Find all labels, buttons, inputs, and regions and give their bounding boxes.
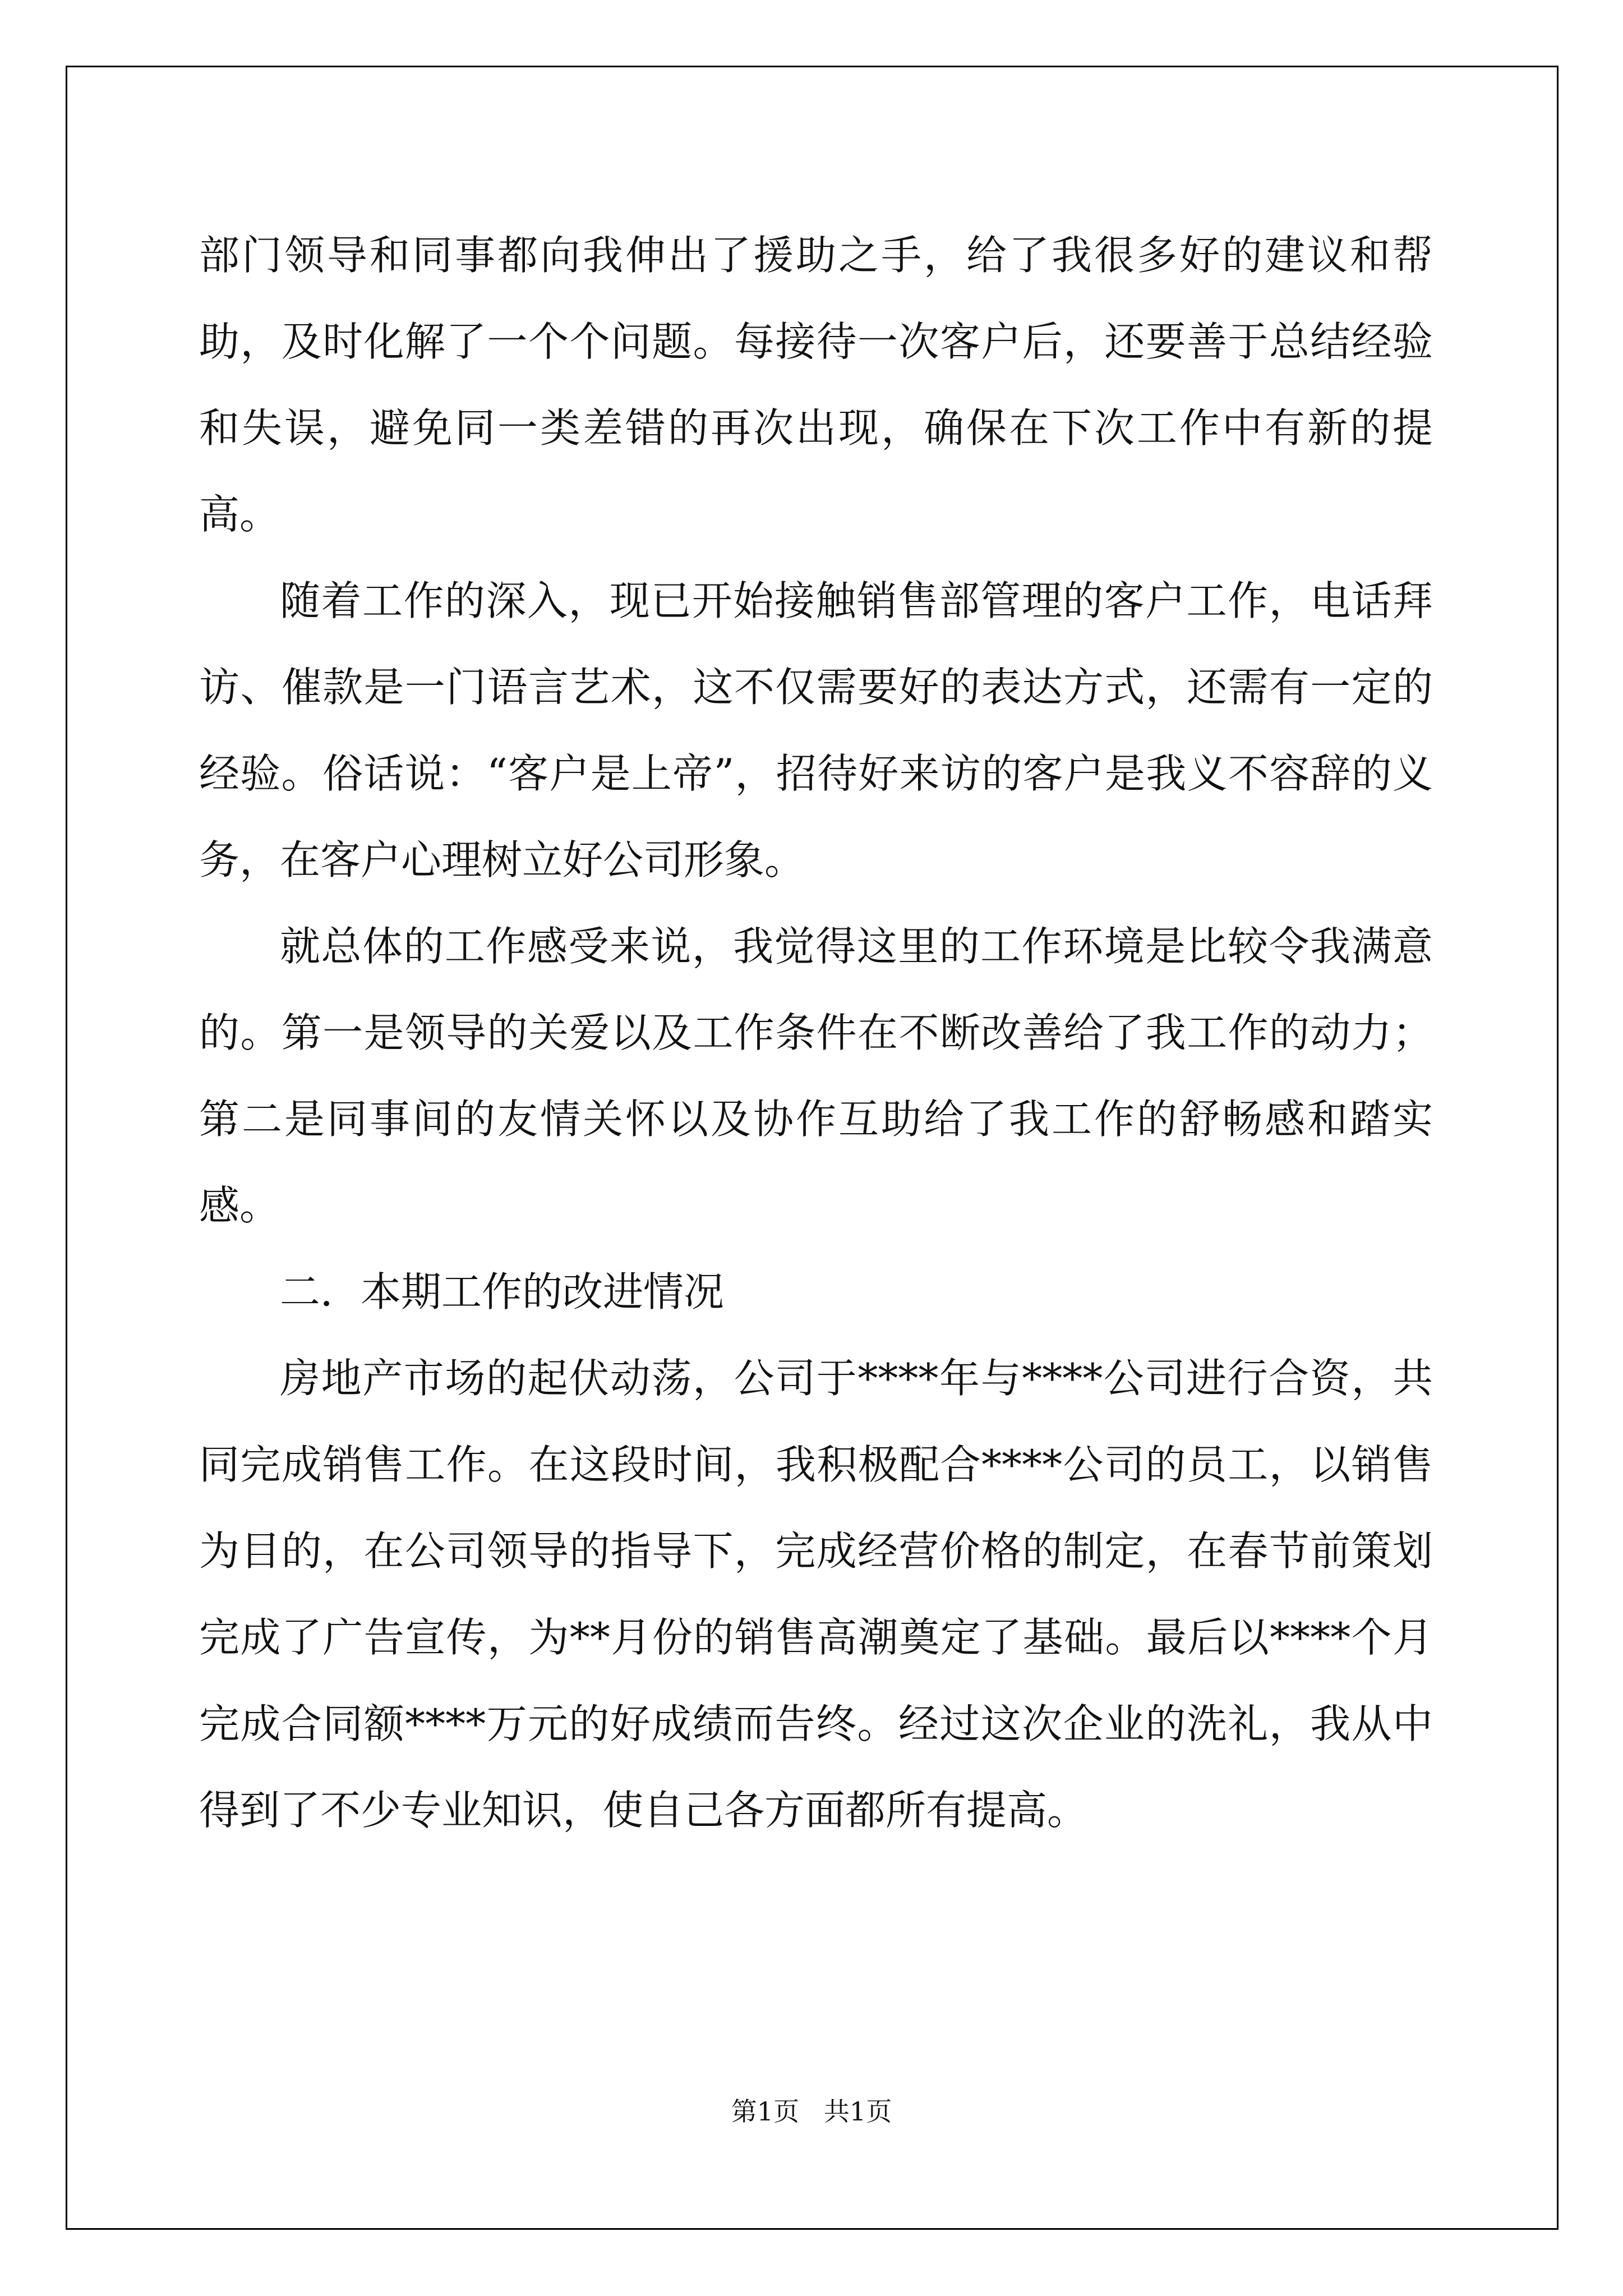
paragraph-2: 随着工作的深入，现已开始接触销售部管理的客户工作，电话拜访、催款是一门语言艺术，这不仅需要好的表达方式，还需有一定的经验。俗话说：“客户是上帝”，招待好来访的客户是我义不容辞的义务，在客户心理树立好公司形象。: [199, 577, 1433, 884]
paragraph-3: 就总体的工作感受来说，我觉得这里的工作环境是比较令我满意的。第一是领导的关爱以及工作条件在不断改善给了我工作的动力；第二是同事间的友情关怀以及协作互助给了我工作的舒畅感和踏实感。: [199, 923, 1433, 1229]
document-body: [199, 212, 1433, 1853]
paragraph-4: 房地产市场的起伏动荡，公司于****年与****公司进行合资，共同完成销售工作。在这段时间，我积极配合****公司的员工，以销售为目的，在公司领导的指导下，完成经营价格的制定，在春节前策划完成了广告宣传，为**月份的销售高潮奠定了基础。最后以****个月完成合同额****万元的好成绩而告终。经过这次企业的洗礼，我从中得到了不少专业知识，使自己各方面都所有提高。: [199, 1355, 1433, 1834]
section-heading: 二．本期工作的改进情况: [280, 1268, 725, 1315]
paragraph-1: 部门领导和同事都向我伸出了援助之手，给了我很多好的建议和帮助，及时化解了一个个问题。每接待一次客户后，还要善于总结经验和失误，避免同一类差错的再次出现，确保在下次工作中有新的提高。: [199, 232, 1433, 538]
page-footer: 第1页 共1页: [731, 2096, 892, 2127]
